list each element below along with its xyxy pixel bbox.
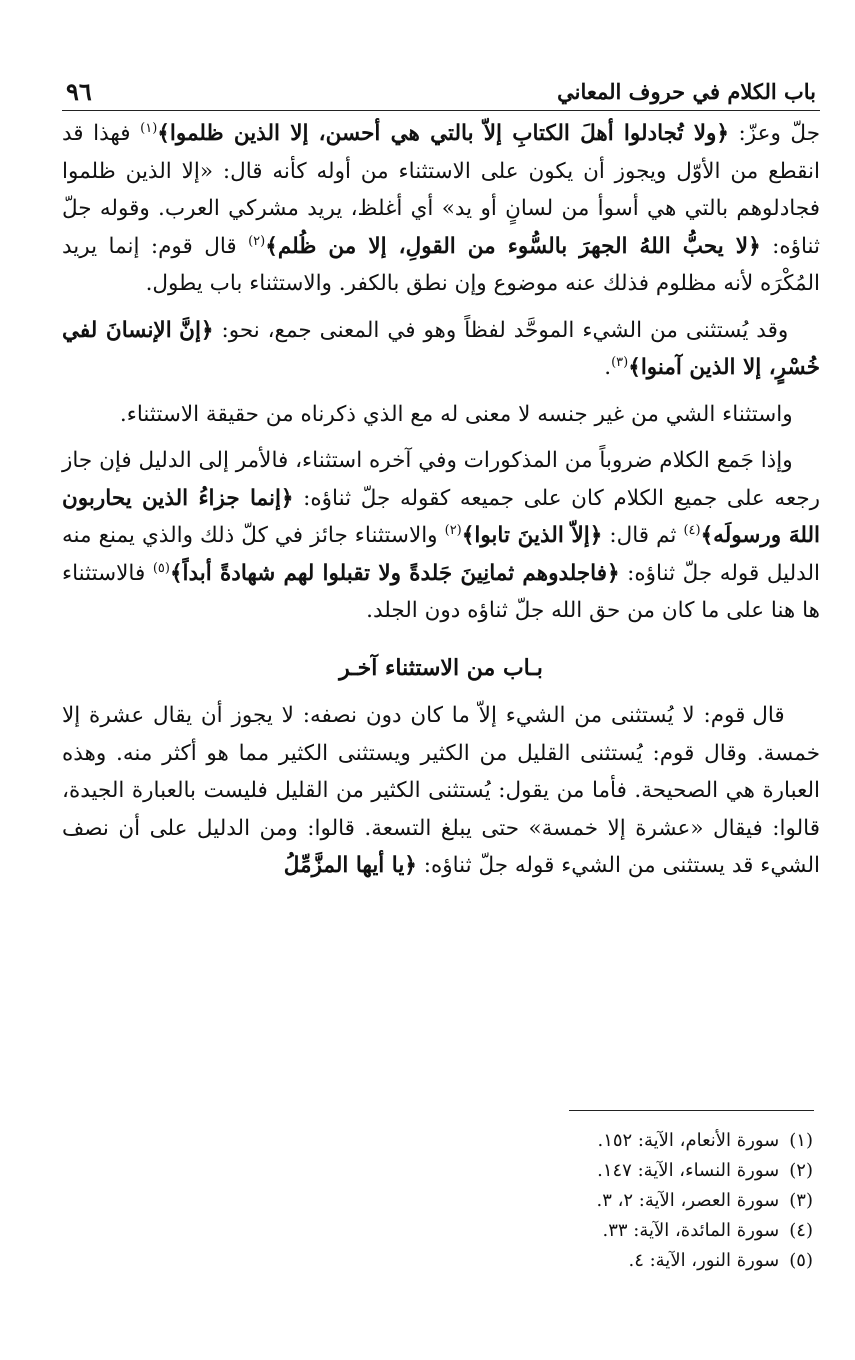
text-run: واستثناء الشي من غير جنسه لا معنى له مع الذي ذكرناه من حقيقة الاستثناء.: [119, 401, 793, 427]
footnote-ref: (٤): [683, 522, 701, 538]
footnote-text: سورة النور، الآية: ٤.: [628, 1250, 780, 1271]
footnote-text: سورة المائدة، الآية: ٣٣.: [602, 1220, 780, 1241]
footnote-item: [413, 1246, 813, 1276]
quran-verse: ﴿ولا تُجادلوا أهلَ الكتابِ إلاّ بالتي هي أحسن، إلا الذين ظلموا﴾: [157, 121, 729, 146]
text-run: والاستثناء جائز في كلّ ذلك والذي يمنع منه الدليل قوله جلّ ثناؤه:: [62, 523, 820, 586]
section-heading: بـاب من الاستثناء آخـر: [339, 654, 543, 681]
running-title: باب الكلام في حروف المعاني: [557, 79, 816, 104]
footnote-item: [413, 1216, 813, 1246]
book-page: [62, 78, 820, 885]
footnote-number: (٢): [789, 1160, 813, 1181]
quran-verse: ﴿لا يحبُّ اللهُ الجهرَ بالسُّوء من القولِ، إلا من ظُلم﴾: [265, 233, 761, 259]
footnote-item: [413, 1186, 813, 1216]
text-run: وقد يُستثنى من الشيء الموحَّد لفظاً وهو في المعنى جمع، نحو:: [213, 317, 789, 343]
footnote-number: (٣): [789, 1190, 813, 1211]
footnote-number: (٤): [789, 1220, 813, 1241]
text-run: .: [604, 355, 612, 380]
footnote-text: سورة النساء، الآية: ١٤٧.: [597, 1160, 780, 1181]
footnote-number: (٥): [789, 1250, 813, 1271]
quran-verse: ﴿إلاّ الذينَ تابوا﴾: [461, 523, 603, 548]
quran-verse: ﴿يا أيها المزَّمِّلُ: [283, 853, 417, 878]
footnote-item: [413, 1126, 813, 1156]
footnote-text: سورة الأنعام، الآية: ١٥٢.: [597, 1130, 780, 1151]
footnote-ref: (٢): [248, 233, 266, 249]
footnote-ref: (٥): [152, 560, 170, 576]
quran-verse: ﴿فاجلدوهم ثمانِينَ جَلدةً ولا تقبلوا لهم شهادةً أبداً﴾: [169, 560, 620, 586]
text-run: قال قوم: إنما يريد المُكْرَه لأنه مظلوم فذلك عنه موضوع وإن نطق بالكفر. والاستثناء باب يطول.: [62, 233, 820, 296]
text-run: قال قوم: لا يُستثنى من الشيء إلاّ ما كان دون نصفه: لا يجوز أن يقال عشرة إلا خمسة. وقال قوم: يُستثنى القليل من الكثير ويستثنى الكثير مما هو أكثر منه. وهذه العبارة هي الصحيحة. فأما من يقول: يُستثنى الكثير من القليل فليست بالعبارة الجيدة، قالوا: فيقال «عشرة إلا خمسة» حتى يبلغ التسعة. قالوا: ومن الدليل على أن نصف الشيء قد يستثنى من الشيء قوله جلّ ثناؤه:: [62, 703, 820, 878]
text-run: جلّ وعزّ:: [729, 121, 821, 146]
quran-verse: ﴿إنَّ الإنسانَ لفي خُسْرٍ، إلا الذين آمنوا﴾: [62, 317, 820, 380]
footnotes-list: [413, 1126, 813, 1276]
footnote-ref: (٣): [611, 354, 629, 370]
paragraph-3: [62, 396, 820, 434]
text-run: وإذا جَمع الكلام ضروباً من المذكورات وفي آخره استثناء، فالأمر إلى الدليل فإن جاز رجعه على جميع الكلام كان على جميعه كقوله جلّ ثناؤه:: [62, 448, 820, 511]
text-run: ثم قال:: [602, 523, 684, 548]
page-header: [62, 78, 820, 111]
page-number: ٩٦: [66, 77, 92, 106]
main-text: [62, 115, 820, 885]
footnote-divider: [569, 1110, 814, 1111]
footnote-number: (١): [789, 1130, 813, 1151]
footnote-text: سورة العصر، الآية: ٢، ٣.: [596, 1190, 780, 1211]
paragraph-1: [62, 115, 820, 303]
text-run: فهذا قد انقطع من الأوّل ويجوز أن يكون على الاستثناء من أوله كأنه قال: «إلا الذين ظلموا فجادلوهم بالتي هي أسوأ من لسانٍ أو يد» أي أغلظ، يريد مشركي العرب. وقوله جلّ ثناؤه:: [62, 121, 820, 259]
footnote-item: [413, 1156, 813, 1186]
quran-verse: ﴿إنما جزاءُ الذين يحاربون اللهَ ورسولَه﴾: [62, 485, 820, 548]
footnote-ref: (٢): [444, 522, 462, 538]
text-run: فالاستثناء ها هنا على ما كان من حق الله جلّ ثناؤه دون الجلد.: [62, 560, 820, 623]
footnote-ref: (١): [140, 120, 158, 136]
paragraph-2: [62, 312, 820, 387]
paragraph-5: [62, 697, 820, 885]
paragraph-4: [62, 442, 820, 630]
